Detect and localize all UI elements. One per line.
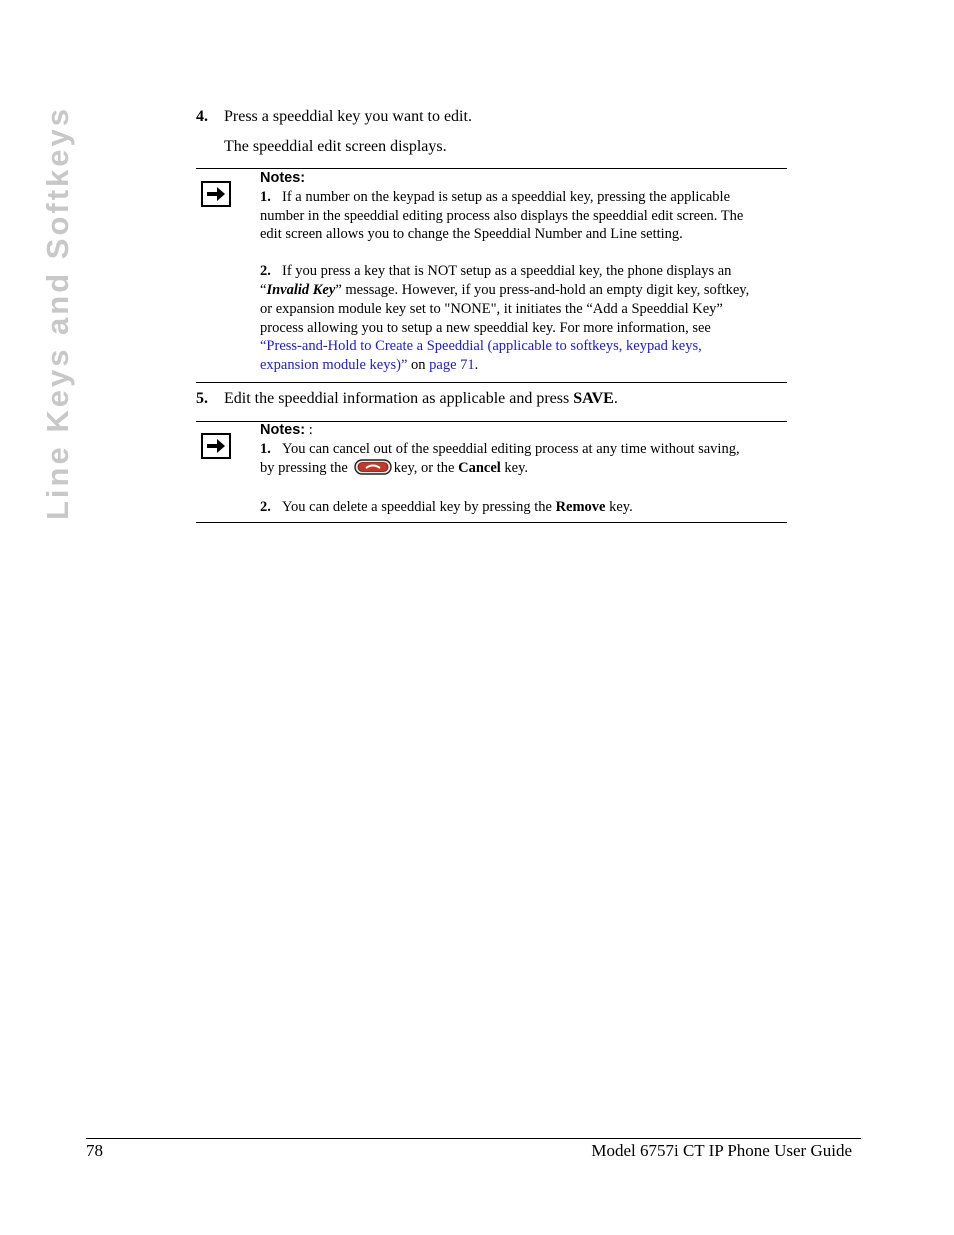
step-number: 4.: [196, 108, 208, 125]
note-text: process allowing you to setup a new speeddial key. For more information, see: [260, 319, 711, 336]
note-text: or expansion module key set to "NONE", it initiates the “Add a Speeddial Key”: [260, 300, 723, 317]
invalid-key-term: Invalid Key: [266, 281, 336, 298]
cancel-key-term: Cancel: [458, 459, 501, 476]
step-4-result: The speeddial edit screen displays.: [224, 138, 447, 155]
note-text: by pressing the: [260, 459, 348, 476]
note-text: key.: [605, 499, 633, 516]
note-text: on: [407, 357, 430, 374]
step-text: .: [613, 390, 618, 407]
footer-rule: [86, 1138, 861, 1139]
notes-title-suffix: :: [305, 422, 313, 438]
step-number: 5.: [196, 390, 208, 407]
note-number: 2.: [260, 263, 271, 280]
note-item-2: [260, 498, 787, 517]
note-bottom-rule: [196, 382, 787, 383]
note-text: If a number on the keypad is setup as a speeddial key, pressing the applicable: [282, 188, 731, 205]
remove-key-term: Remove: [555, 499, 606, 516]
hang-up-key-icon: [354, 459, 392, 481]
step-5: [196, 389, 618, 409]
note-text: You can cancel out of the speeddial editing process at any time without saving,: [282, 440, 740, 457]
note-text: key, or the: [393, 459, 459, 476]
note-text: edit screen allows you to change the Speeddial Number and Line setting.: [260, 226, 683, 243]
notes-block-1: [260, 169, 787, 375]
cross-reference-link[interactable]: “Press-and-Hold to Create a Speeddial (applicable to softkeys, keypad keys,: [260, 338, 702, 355]
step-4: [196, 107, 472, 127]
note-number: 1.: [260, 440, 271, 457]
note-arrow-icon: [201, 181, 231, 207]
note-number: 1.: [260, 188, 271, 205]
note-text: If you press a key that is NOT setup as a speeddial key, the phone displays an: [282, 263, 732, 280]
note-item-1: [260, 188, 787, 244]
step-text: Edit the speeddial information as applicable and press: [224, 390, 574, 407]
cross-reference-link-cont[interactable]: expansion module keys)”: [260, 357, 408, 374]
step-text: Press a speeddial key you want to edit.: [224, 108, 472, 125]
note-number: 2.: [260, 499, 271, 516]
notes-title: Notes:: [260, 422, 306, 438]
notes-title: Notes:: [260, 170, 306, 186]
note-text: ” message. However, if you press-and-hold an empty digit key, softkey,: [335, 281, 750, 298]
note-text: number in the speeddial editing process also displays the speeddial edit screen. The: [260, 207, 744, 224]
note-bottom-rule: [196, 522, 787, 523]
page-reference-link[interactable]: page 71: [429, 357, 475, 374]
note-item-2: [260, 262, 787, 375]
save-key-term: SAVE: [573, 390, 614, 407]
note-text: .: [474, 357, 479, 374]
page-number: 78: [86, 1141, 103, 1160]
note-text: You can delete a speeddial key by pressing the: [282, 499, 556, 516]
note-text: “: [260, 281, 267, 298]
note-item-1: [260, 440, 787, 481]
side-section-title: Line Keys and Softkeys: [40, 105, 75, 520]
notes-block-2: [260, 421, 787, 517]
note-text: key.: [500, 459, 529, 476]
note-arrow-icon: [201, 433, 231, 459]
guide-title: Model 6757i CT IP Phone User Guide: [591, 1141, 852, 1160]
